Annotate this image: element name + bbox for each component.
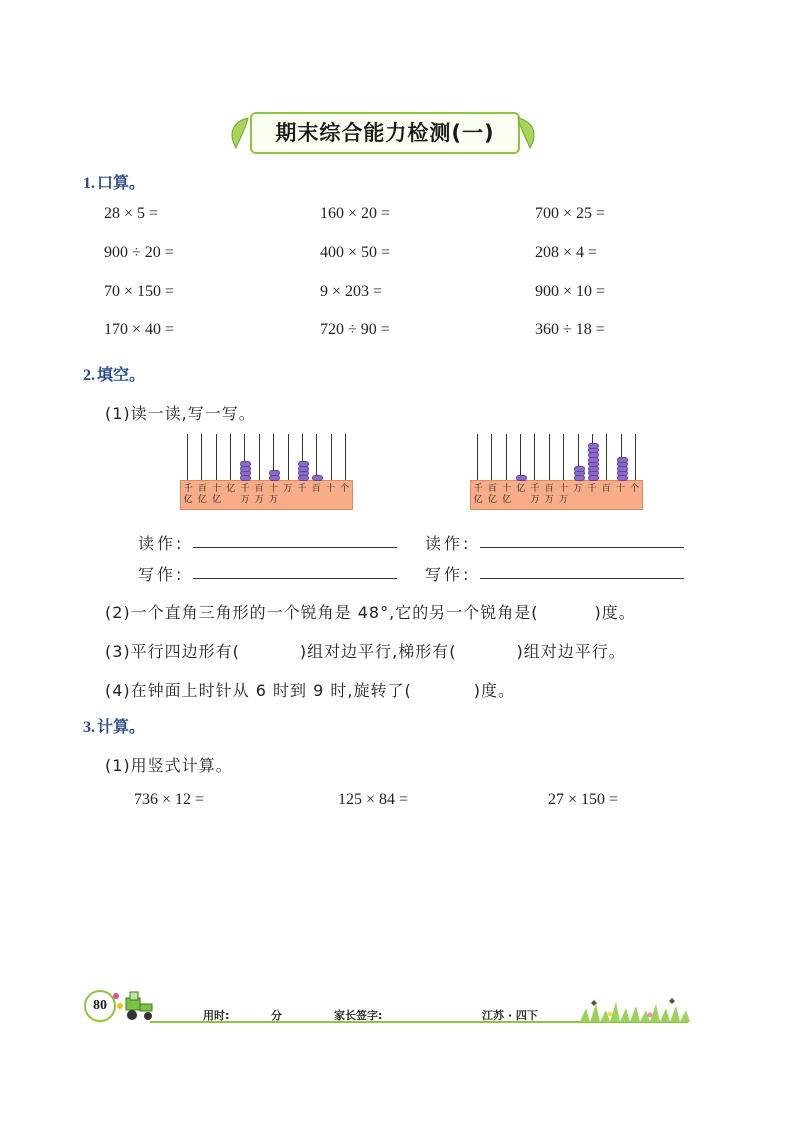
abacus-rod <box>563 434 564 480</box>
write-label-right: 写作: <box>425 565 472 584</box>
abacus-place-label-bottom: 万 <box>559 495 569 505</box>
read-label-right: 读作: <box>425 534 472 553</box>
abacus-bead <box>312 475 323 481</box>
abacus-place-label-bottom: 亿 <box>473 495 483 505</box>
abacus-place-label <box>338 481 352 509</box>
grass-decoration-icon <box>580 996 690 1022</box>
abacus-place-label-top: 十 <box>212 484 222 494</box>
fill-q2-text-b: )度。 <box>594 603 636 622</box>
abacus-place-label-bottom: 亿 <box>487 495 497 505</box>
abacus-place-label <box>542 481 556 509</box>
abacus-rod <box>201 434 202 480</box>
leaf-decoration-icon <box>226 116 250 150</box>
fill-q3 <box>105 639 626 662</box>
fill-q4-text-b: )度。 <box>473 681 515 700</box>
calc-item-1: 736 × 12 = <box>134 791 205 808</box>
abacus-rod <box>506 434 507 480</box>
abacus-place-label <box>266 481 280 509</box>
fill-q2-text-a: (2)一个直角三角形的一个锐角是 48°,它的另一个锐角是( <box>105 603 539 622</box>
abacus-place-label-top: 十 <box>269 484 279 494</box>
abacus-bead <box>298 461 309 467</box>
abacus-place-label-top: 千 <box>240 484 250 494</box>
oral-calc-item: 900 ÷ 20 = <box>104 244 174 261</box>
fill-q4-text-a: (4)在钟面上时针从 6 时到 9 时,旋转了( <box>105 681 412 700</box>
section-2-number: 2. <box>83 367 95 384</box>
abacus-place-label <box>195 481 209 509</box>
abacus-rod <box>549 434 550 480</box>
edition-label: 江苏 · 四下 <box>482 1009 538 1022</box>
calc-item-2: 125 × 84 = <box>338 791 409 808</box>
oral-calc-item: 9 × 203 = <box>320 283 383 300</box>
abacus-place-label <box>571 481 585 509</box>
oral-calc-item: 400 × 50 = <box>320 244 391 261</box>
abacus-place-label-top: 千 <box>473 484 483 494</box>
section-1-number: 1. <box>83 175 95 192</box>
oral-calc-item: 70 × 150 = <box>104 283 175 300</box>
abacus-place-label-top: 百 <box>311 484 321 494</box>
abacus-place-label <box>309 481 323 509</box>
abacus-place-label-top: 百 <box>197 484 207 494</box>
abacus-rod <box>520 434 521 480</box>
abacus-bead <box>516 475 527 481</box>
abacus-place-label-bottom: 万 <box>544 495 554 505</box>
abacus-place-label <box>485 481 499 509</box>
abacus-bead <box>574 466 585 472</box>
abacus-place-label-top: 个 <box>630 484 640 494</box>
oral-calc-item: 900 × 10 = <box>535 283 606 300</box>
abacus-place-label <box>281 481 295 509</box>
abacus-place-label <box>556 481 570 509</box>
abacus-place-label-top: 百 <box>254 484 264 494</box>
abacus-place-label <box>209 481 223 509</box>
page-number: 80 <box>84 990 116 1022</box>
read-answer-line-left[interactable] <box>193 547 397 548</box>
abacus-place-label-top: 千 <box>587 484 597 494</box>
oral-calc-item: 720 ÷ 90 = <box>320 321 390 338</box>
abacus-place-label-top: 十 <box>559 484 569 494</box>
oral-calc-item: 160 × 20 = <box>320 205 391 222</box>
abacus-rod <box>491 434 492 480</box>
abacus-rod <box>187 434 188 480</box>
time-used-label: 用时: <box>203 1009 230 1022</box>
section-1-label: 口算。 <box>97 173 146 192</box>
abacus-bead <box>588 443 599 449</box>
abacus-place-label <box>471 481 485 509</box>
abacus-place-label-bottom: 亿 <box>197 495 207 505</box>
fill-q1-text: (1)读一读,写一写。 <box>105 404 256 423</box>
abacus-place-label <box>224 481 238 509</box>
abacus-place-label-top: 百 <box>544 484 554 494</box>
abacus-place-label-top: 亿 <box>226 484 236 494</box>
fill-q3-text-b: )组对边平行,梯形有( <box>299 642 457 661</box>
abacus-place-label-top: 十 <box>502 484 512 494</box>
abacus-place-label <box>585 481 599 509</box>
section-2-label: 填空。 <box>97 365 146 384</box>
abacus-rod <box>331 434 332 480</box>
fill-q3-text-c: )组对边平行。 <box>516 642 626 661</box>
abacus-rod <box>288 434 289 480</box>
abacus-place-label-top: 千 <box>183 484 193 494</box>
abacus-bead <box>269 470 280 476</box>
calc-q1-text: (1)用竖式计算。 <box>105 756 233 775</box>
abacus-place-label <box>528 481 542 509</box>
abacus-place-label <box>181 481 195 509</box>
abacus-place-label-bottom: 亿 <box>183 495 193 505</box>
write-answer-line-right[interactable] <box>480 578 684 579</box>
abacus-rod <box>316 434 317 480</box>
abacus-place-label-top: 百 <box>601 484 611 494</box>
abacus-place-label-top: 百 <box>487 484 497 494</box>
abacus-place-label-top: 亿 <box>516 484 526 494</box>
abacus-place-label <box>252 481 266 509</box>
abacus-place-value-bar <box>470 480 643 510</box>
abacus-rod <box>345 434 346 480</box>
abacus-place-label-top: 千 <box>297 484 307 494</box>
section-3-header <box>83 714 145 737</box>
page-title-box <box>250 112 520 154</box>
abacus-place-label <box>599 481 613 509</box>
leaf-decoration-icon <box>516 116 540 150</box>
abacus-place-label <box>628 481 642 509</box>
section-1-header <box>83 170 145 193</box>
abacus-place-label-bottom: 亿 <box>502 495 512 505</box>
abacus-place-label-top: 十 <box>325 484 335 494</box>
abacus-place-label <box>323 481 337 509</box>
write-label-left: 写作: <box>138 565 185 584</box>
abacus-rod <box>534 434 535 480</box>
fill-q4 <box>105 678 515 701</box>
write-answer-line-left[interactable] <box>193 578 397 579</box>
read-label-left: 读作: <box>138 534 185 553</box>
abacus-bead <box>240 461 251 467</box>
abacus-place-label-bottom: 万 <box>240 495 250 505</box>
abacus-rod <box>230 434 231 480</box>
abacus-place-label-top: 万 <box>283 484 293 494</box>
section-3-label: 计算。 <box>97 717 146 736</box>
abacus-rod <box>477 434 478 480</box>
tractor-icon <box>112 988 156 1024</box>
oral-calc-item: 360 ÷ 18 = <box>535 321 605 338</box>
abacus-place-value-bar <box>180 480 353 510</box>
abacus-place-label-top: 个 <box>340 484 350 494</box>
abacus-place-label <box>238 481 252 509</box>
minutes-label: 分 <box>271 1009 282 1022</box>
abacus-rod <box>259 434 260 480</box>
fill-q2 <box>105 600 636 623</box>
abacus-place-label <box>514 481 528 509</box>
oral-calc-item: 28 × 5 = <box>104 205 159 222</box>
parent-sign-label: 家长签字: <box>334 1009 383 1022</box>
fill-q3-text-a: (3)平行四边形有( <box>105 642 240 661</box>
section-3-number: 3. <box>83 719 95 736</box>
oral-calc-item: 208 × 4 = <box>535 244 598 261</box>
abacus-place-label <box>613 481 627 509</box>
abacus-place-label-top: 万 <box>573 484 583 494</box>
oral-calc-item: 700 × 25 = <box>535 205 606 222</box>
abacus-rod <box>606 434 607 480</box>
page-title: 期末综合能力检测(一) <box>275 121 495 145</box>
abacus-rod <box>635 434 636 480</box>
read-answer-line-right[interactable] <box>480 547 684 548</box>
section-2-header <box>83 362 145 385</box>
abacus-place-label-bottom: 亿 <box>212 495 222 505</box>
calc-item-3: 27 × 150 = <box>548 791 619 808</box>
abacus-rod <box>216 434 217 480</box>
abacus-place-label-bottom: 万 <box>530 495 540 505</box>
abacus-place-label-top: 千 <box>530 484 540 494</box>
abacus-bead <box>617 457 628 463</box>
abacus-place-label-top: 十 <box>615 484 625 494</box>
abacus-place-label-bottom: 万 <box>269 495 279 505</box>
abacus-place-label <box>499 481 513 509</box>
abacus-place-label-bottom: 万 <box>254 495 264 505</box>
abacus-place-label <box>295 481 309 509</box>
oral-calc-item: 170 × 40 = <box>104 321 175 338</box>
